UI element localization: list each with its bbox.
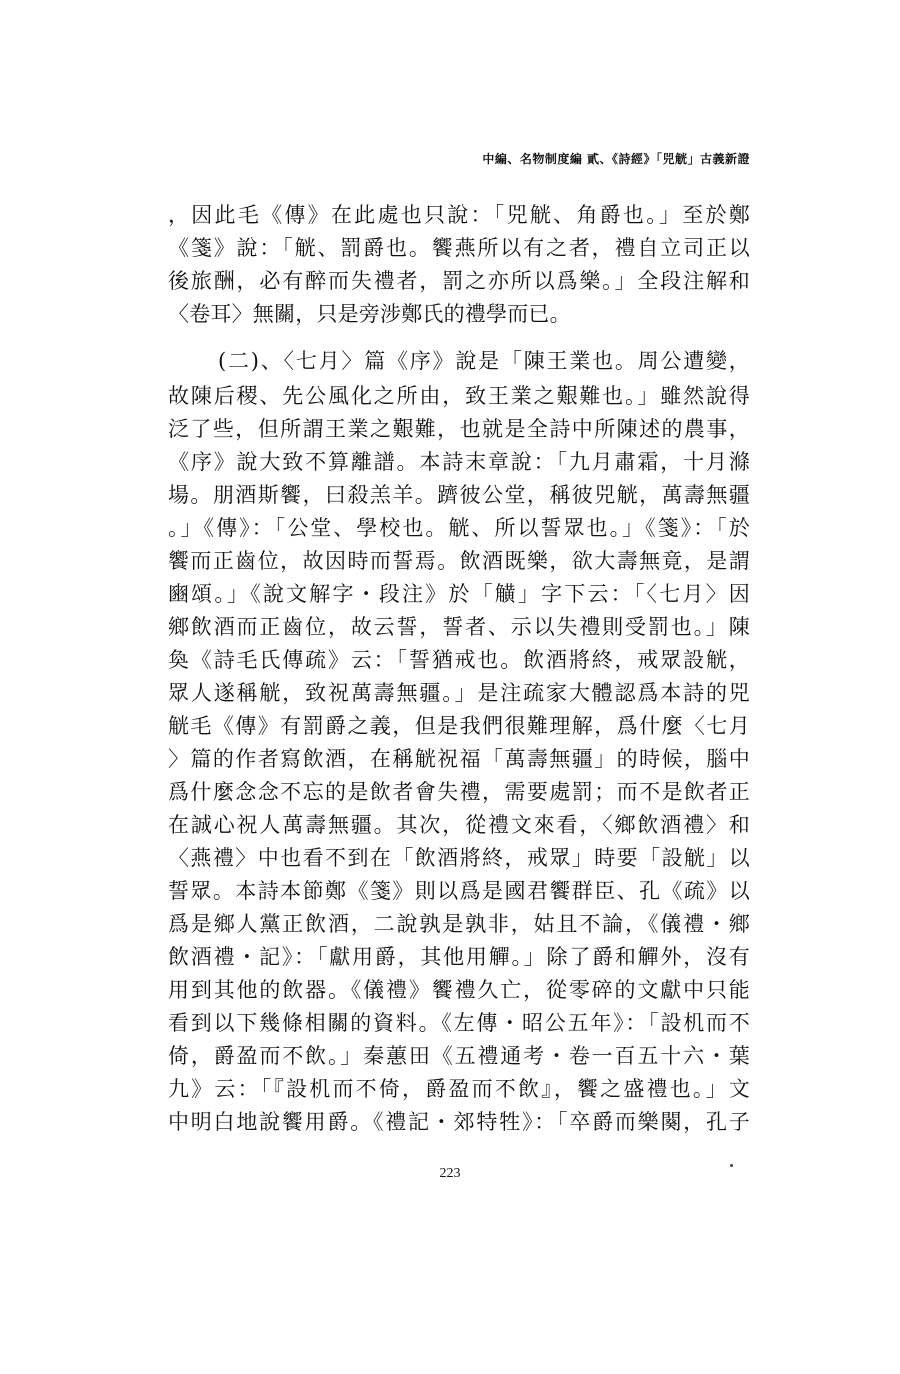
text-line: 〉篇的作者寫飲酒，在稱觥祝福「萬壽無疆」的時候，腦中 [168, 747, 750, 771]
text-line: 場。朋酒斯饗，曰殺羔羊。躋彼公堂，稱彼兕觥，萬壽無疆 [168, 483, 750, 507]
text-line: 看到以下幾條相關的資料。《左傳・昭公五年》：「設机而不 [168, 1011, 750, 1035]
text-line: 豳頌。」《說文解字・段注》於「觵」字下云：「〈七月〉因 [168, 582, 750, 606]
text-line: 饗而正齒位，故因時而誓焉。飲酒既樂，欲大壽無竟，是謂 [168, 549, 750, 573]
running-header: 中編、名物制度編 貳、《詩經》「兕觥」古義新證 [482, 152, 750, 166]
text-line: 飲酒禮・記》：「獻用爵，其他用觶。」除了爵和觶外，沒有 [168, 945, 750, 969]
text-line: 後旅酬，必有醉而失禮者，罰之亦所以爲樂。」全段注解和 [168, 269, 750, 293]
text-line: 觥毛《傳》有罰爵之義，但是我們很難理解，爲什麼〈七月 [168, 714, 750, 738]
text-line: 《箋》說：「觥、罰爵也。饗燕所以有之者，禮自立司正以 [168, 236, 750, 260]
text-line: 倚，爵盈而不飲。」秦蕙田《五禮通考・卷一百五十六・葉 [168, 1044, 750, 1068]
text-line: 奐《詩毛氏傳疏》云：「誓猶戒也。飲酒將終，戒眾設觥， [168, 648, 750, 672]
text-line: 鄉飲酒而正齒位，故云誓，誓者、示以失禮則受罰也。」陳 [168, 615, 750, 639]
text-line: 。」《傳》：「公堂、學校也。觥、所以誓眾也。」《箋》：「於 [168, 516, 750, 540]
text-line: 誓眾。本詩本節鄭《箋》則以爲是國君饗群臣、孔《疏》以 [168, 879, 750, 903]
text-line: (二)、〈七月〉篇《序》說是「陳王業也。周公遭變， [218, 349, 750, 373]
text-line: 〈卷耳〉無關，只是旁涉鄭氏的禮學而已。 [168, 302, 571, 326]
text-line: 中明白地說饗用爵。《禮記・郊特牲》：「卒爵而樂闋，孔子 [168, 1110, 750, 1134]
page-number: 223 [439, 1166, 461, 1181]
text-line: 〈燕禮〉中也看不到在「飲酒將終，戒眾」時要「設觥」以 [168, 846, 750, 870]
text-line: 《序》說大致不算離譜。本詩末章說：「九月肅霜，十月滌 [168, 450, 750, 474]
text-line: 故陳后稷、先公風化之所由，致王業之艱難也。」雖然說得 [168, 384, 750, 408]
text-line: 九》云：「『設机而不倚，爵盈而不飲』，饗之盛禮也。」文 [168, 1077, 750, 1101]
text-line: 爲什麼念念不忘的是飲者會失禮，需要處罰；而不是飲者正 [168, 780, 750, 804]
text-line: 用到其他的飲器。《儀禮》饗禮久亡，從零碎的文獻中只能 [168, 978, 750, 1002]
text-line: 在誠心祝人萬壽無疆。其次，從禮文來看，〈鄉飲酒禮〉和 [168, 813, 750, 837]
text-line: 眾人遂稱觥，致祝萬壽無疆。」是注疏家大體認爲本詩的兕 [168, 681, 750, 705]
text-line: ，因此毛《傳》在此處也只說：「兕觥、角爵也。」至於鄭 [168, 203, 750, 227]
text-line: 爲是鄉人黨正飲酒，二說孰是孰非，姑且不論，《儀禮・鄉 [168, 912, 750, 936]
text-line: 泛了些，但所謂王業之艱難，也就是全詩中所陳述的農事， [168, 417, 750, 441]
